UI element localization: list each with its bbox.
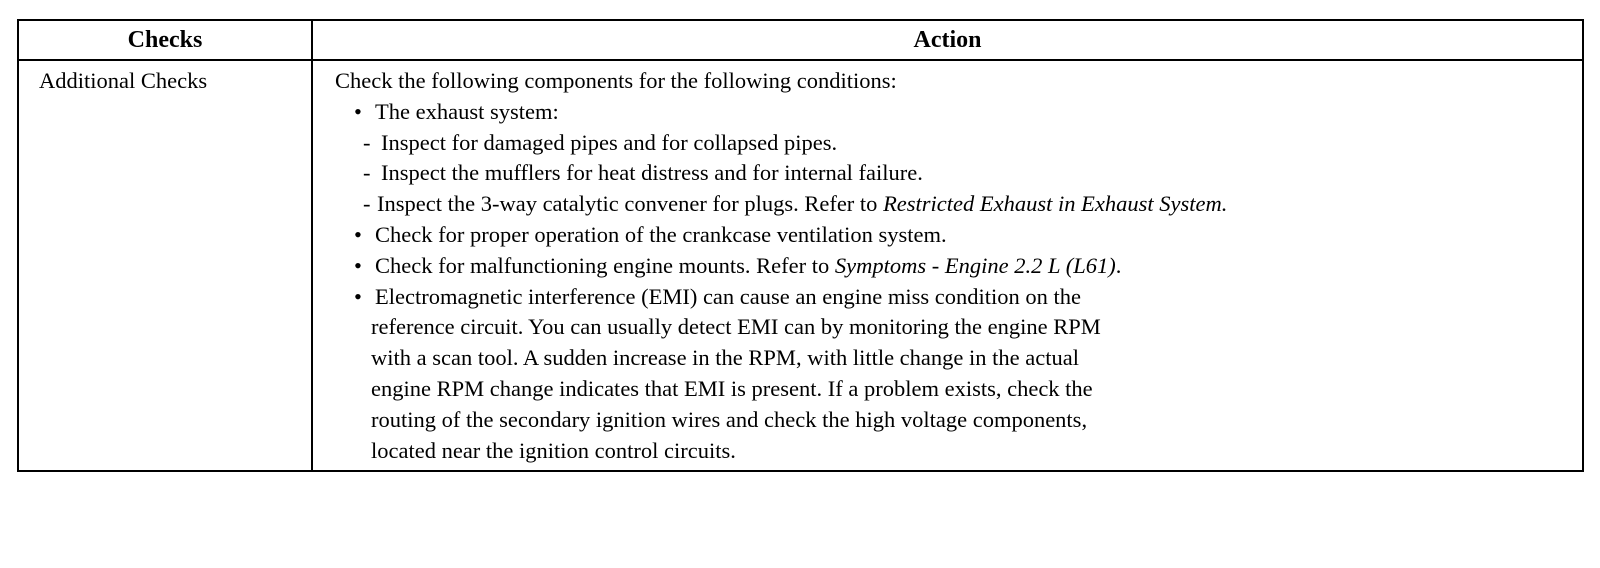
header-row: [18, 20, 1583, 60]
bullet-exhaust-text: The exhaust system:: [375, 98, 559, 124]
bullet-marker: •: [354, 283, 362, 309]
bullet-mounts-end: .: [1115, 252, 1122, 278]
reference-restricted-exhaust: Restricted Exhaust in Exhaust System.: [883, 191, 1228, 217]
header-action: Action: [312, 20, 1583, 60]
bullet-emi-line-2: reference circuit. You can usually detect EMI can by monitoring the engine RPM: [371, 314, 1101, 340]
bullet-emi-line-3: with a scan tool. A sudden increase in the RPM, with little change in the actual: [371, 345, 1079, 371]
dash-marker: -: [363, 129, 371, 155]
action-cell: [312, 60, 1583, 471]
bullet-exhaust: [335, 97, 1582, 128]
bullet-mounts-text: Check for malfunctioning engine mounts. Refer to: [375, 252, 835, 278]
bullet-emi: [335, 282, 1582, 313]
bullet-emi-line-5: routing of the secondary ignition wires and check the high voltage components,: [371, 406, 1088, 432]
bullet-emi-line-4: engine RPM change indicates that EMI is present. If a problem exists, check the: [371, 375, 1093, 401]
sub-item-pipes-text: Inspect for damaged pipes and for collapsed pipes.: [381, 129, 838, 155]
dash-marker: -: [363, 191, 371, 217]
bullet-mounts: [335, 251, 1582, 282]
bullet-marker: •: [354, 98, 362, 124]
bullet-crankcase-text: Check for proper operation of the crankcase ventilation system.: [375, 221, 947, 247]
table-row: [18, 60, 1583, 471]
sub-item-pipes: [335, 128, 1582, 159]
sub-item-mufflers-text: Inspect the mufflers for heat distress and for internal failure.: [381, 160, 923, 186]
checks-table: [17, 19, 1584, 472]
header-checks: Checks: [18, 20, 312, 60]
bullet-crankcase: [335, 220, 1582, 251]
bullet-marker: •: [354, 252, 362, 278]
dash-marker: -: [363, 160, 371, 186]
bullet-marker: •: [354, 221, 362, 247]
check-name: Additional Checks: [39, 68, 208, 93]
check-name-cell: [18, 60, 312, 471]
sub-item-mufflers: [335, 158, 1582, 189]
sub-item-catalytic: [335, 189, 1582, 220]
sub-item-catalytic-text: Inspect the 3-way catalytic convener for plugs. Refer to: [377, 191, 884, 217]
action-intro: Check the following components for the following conditions:: [335, 68, 897, 93]
reference-symptoms-engine: Symptoms - Engine 2.2 L (L61): [834, 252, 1116, 278]
bullet-emi-line-1: Electromagnetic interference (EMI) can cause an engine miss condition on the: [375, 283, 1081, 309]
bullet-emi-line-6: located near the ignition control circuits.: [371, 437, 736, 463]
